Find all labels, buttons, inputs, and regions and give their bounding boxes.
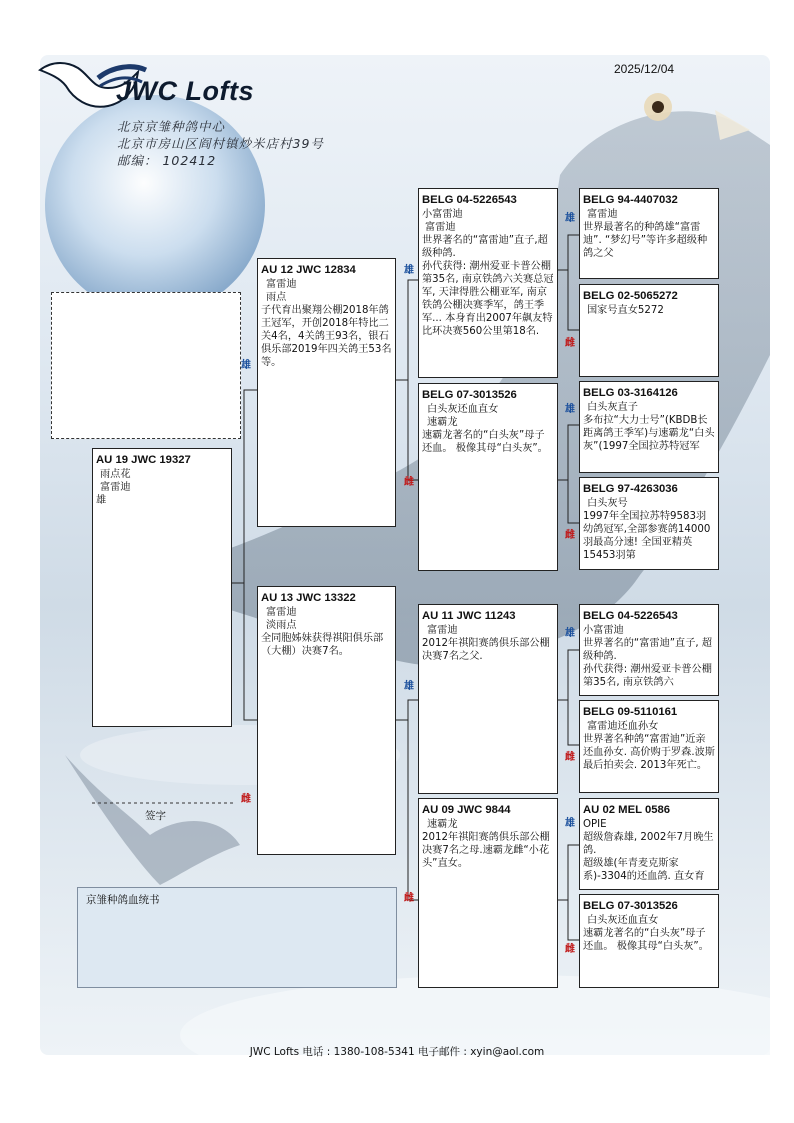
ddd-box: BELG 07-3013526 白头灰还血直女 速霸龙著名的“白头灰”母子还血。 极像其母“白头灰”。	[579, 894, 719, 988]
ds-box: AU 11 JWC 11243 富雷迪 2012年祺阳赛鸽俱乐部公棚决赛7名之父.	[418, 604, 558, 794]
address-line-3: 邮编： 102412	[117, 153, 217, 168]
ssd-sex-mark: 雌	[565, 338, 575, 349]
dd-sex-mark: 雌	[404, 893, 414, 904]
footer-contact: JWC Lofts 电话 : 1380-108-5341 电子邮件 : xyin@aol.com	[249, 1046, 545, 1058]
dss-sex-mark: 雄	[565, 628, 575, 639]
subject-color: 雨点花	[100, 469, 131, 480]
sds-box: BELG 03-3164126 白头灰直子 多布拉“大力士号”(KBDB长距离鸽王季军)与速霸龙“白头灰”(1997全国拉苏特冠军	[579, 381, 719, 473]
sd-box: BELG 07-3013526 白头灰还血直女 速霸龙 速霸龙著名的“白头灰”母子还血。 极像其母“白头灰”。	[418, 383, 558, 571]
sire-id: AU 12 JWC 12834	[261, 264, 356, 276]
subject-sex: 雄	[96, 495, 107, 506]
sire-sex-mark: 雄	[241, 360, 251, 371]
dss-box: BELG 04-5226543 小富雷迪 世界著名的“富雷迪”直子, 超级种鸽. 孙代获得: 潮州爱亚卡普公棚第35名, 南京铁鸽六	[579, 604, 719, 696]
dam-id: AU 13 JWC 13322	[261, 592, 356, 604]
dam-sex-mark: 雌	[241, 794, 251, 805]
dsd-sex-mark: 雌	[565, 752, 575, 763]
sss-sex-mark: 雄	[565, 213, 575, 224]
ssd-box: BELG 02-5065272 国家号直女5272	[579, 284, 719, 377]
date: 2025/12/04	[614, 62, 675, 76]
ss-sex-mark: 雄	[404, 265, 414, 276]
dd-box: AU 09 JWC 9844 速霸龙 2012年祺阳赛鸽俱乐部公棚决赛7名之母.速霸龙雌“小花头”直女。	[418, 798, 558, 988]
subject-box	[92, 448, 232, 727]
certificate-title: 京雏种鸽血统书	[86, 894, 160, 906]
dsd-box: BELG 09-5110161 富雷迪还血孙女 世界著名种鸽“富雷迪”近亲还血孙女. 高价购于罗森.波斯最后拍卖会. 2013年死亡。	[579, 700, 719, 793]
dam-box: AU 13 JWC 13322 富雷迪 淡雨点 全同胞姊妹获得祺阳俱乐部（大棚）决赛7名。	[257, 586, 396, 855]
subject-strain: 富雷迪	[100, 482, 131, 493]
dds-box: AU 02 MEL 0586 OPIE 超级詹森雄, 2002年7月晚生鸽. 超级雄(年青麦克斯家系)-3304的还血鸽. 直女育	[579, 798, 719, 890]
address-line-2: 北京市房山区阎村镇炒米店村39号	[117, 136, 324, 151]
sdd-sex-mark: 雌	[565, 530, 575, 541]
ds-sex-mark: 雄	[404, 681, 414, 692]
subject-id: AU 19 JWC 19327	[96, 454, 191, 466]
ddd-sex-mark: 雌	[565, 944, 575, 955]
sss-box: BELG 94-4407032 富雷迪 世界最著名的种鸽雄“富雷迪”. “梦幻号”等许多超级种鸽之父	[579, 188, 719, 279]
certificate-note-box	[77, 887, 397, 988]
brand-title: JWC Lofts	[116, 76, 254, 106]
address-line-1: 北京京雏种鸽中心	[117, 119, 226, 134]
dds-sex-mark: 雄	[565, 818, 575, 829]
sd-sex-mark: 雌	[404, 477, 414, 488]
sire-box: AU 12 JWC 12834 富雷迪 雨点 子代育出聚翔公棚2018年鸽王冠军，开创2018年特比二关4名，4关鸽王93名，银石俱乐部2019年四关鸽王53名等。	[257, 258, 396, 527]
sdd-box: BELG 97-4263036 白头灰号 1997年全国拉苏特9583羽幼鸽冠军,全部参赛鸽14000羽最高分速! 全国亚精英15453羽第	[579, 477, 719, 570]
ss-box: BELG 04-5226543 小富雷迪 富雷迪 世界著名的“富雷迪”直子,超级种鸽. 孙代获得: 潮州爱亚卡普公棚第35名, 南京铁鸽六关赛总冠军, 天津得胜公棚亚军, 南京铁鸽公棚决赛季军，鸽王季军... 本身育出2007年飙友特比环决赛560公里第18名.	[418, 188, 558, 378]
sds-sex-mark: 雄	[565, 404, 575, 415]
signature-label: 签字	[145, 810, 166, 822]
